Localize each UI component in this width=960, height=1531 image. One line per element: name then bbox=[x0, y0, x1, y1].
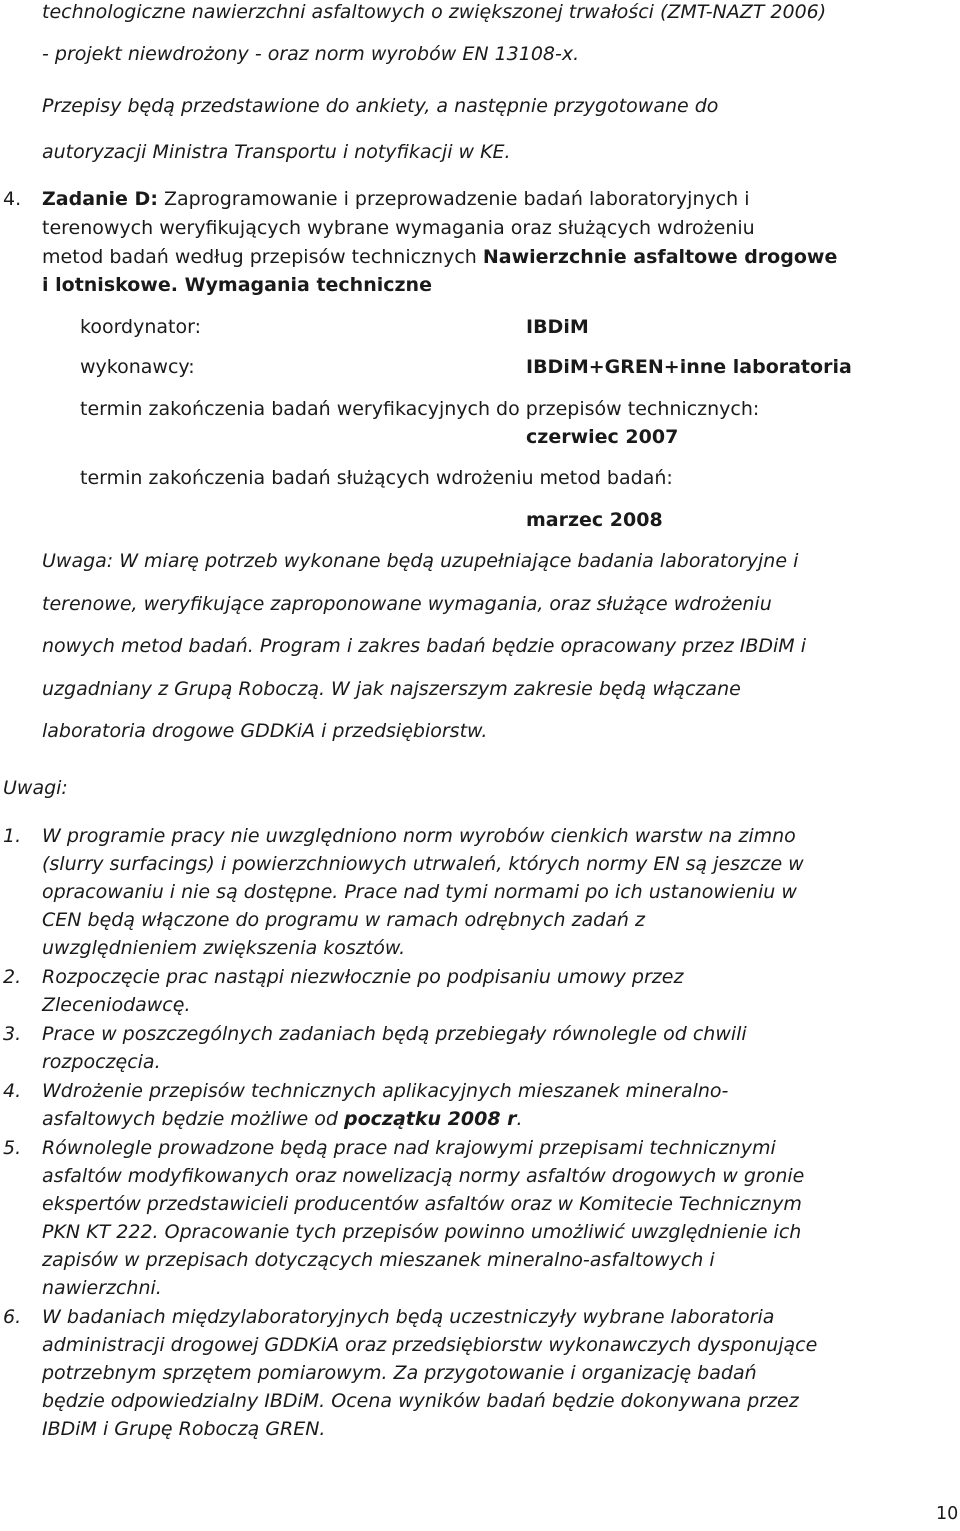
remark-3-number: 3. bbox=[3, 1023, 22, 1045]
remark-1-number: 1. bbox=[3, 825, 22, 847]
remark-1-line-1: W programie pracy nie uwzględniono norm wyrobów cienkich warstw na zimno bbox=[42, 825, 796, 847]
task-line-4 bbox=[42, 276, 432, 295]
remark-1-line-4: CEN będą włączone do programu w ramach odrębnych zadań z bbox=[42, 909, 645, 931]
deadline-1-label: termin zakończenia badań weryfikacyjnych do przepisów technicznych: bbox=[80, 398, 760, 420]
task-line-3-bold: Nawierzchnie asfaltowe drogowe bbox=[482, 246, 838, 268]
remark-2-line-1: Rozpoczęcie prac nastąpi niezwłocznie po podpisaniu umowy przez bbox=[42, 966, 684, 988]
remark-6-line-4: będzie odpowiedzialny IBDiM. Ocena wyników badań będzie dokonywana przez bbox=[42, 1390, 799, 1412]
remark-5-line-1: Równolegle prowadzone będą prace nad krajowymi przepisami technicznymi bbox=[42, 1137, 776, 1159]
coordinator-label: koordynator: bbox=[80, 316, 201, 338]
remark-2-number: 2. bbox=[3, 966, 22, 988]
task-number: 4. bbox=[3, 188, 22, 210]
task-line-3 bbox=[42, 248, 837, 267]
task-line-1 bbox=[42, 190, 750, 209]
contractors-value: IBDiM+GREN+inne laboratoria bbox=[526, 356, 852, 378]
remark-4-line-2 bbox=[42, 1110, 523, 1129]
task-line-4-bold-1: i lotniskowe. bbox=[42, 274, 178, 296]
remark-4-line-1: Wdrożenie przepisów technicznych aplikacyjnych mieszanek mineralno- bbox=[42, 1080, 729, 1102]
task-line-1-text: Zaprogramowanie i przeprowadzenie badań laboratoryjnych i bbox=[157, 188, 750, 210]
task-line-4-bold-2: Wymagania techniczne bbox=[177, 274, 432, 296]
intro-line-4: autoryzacji Ministra Transportu i notyfikacji w KE. bbox=[42, 141, 511, 163]
task-line-3-text: metod badań według przepisów technicznych bbox=[42, 246, 483, 268]
page-number: 10 bbox=[936, 1504, 959, 1524]
deadline-1-value: czerwiec 2007 bbox=[526, 426, 679, 448]
remark-5-number: 5. bbox=[3, 1137, 22, 1159]
remark-6-line-5: IBDiM i Grupę Roboczą GREN. bbox=[42, 1418, 326, 1440]
remark-5-line-2: asfaltów modyfikowanych oraz nowelizacją normy asfaltów drogowych w gronie bbox=[42, 1165, 805, 1187]
note-line-3: nowych metod badań. Program i zakres badań będzie opracowany przez IBDiM i bbox=[42, 635, 807, 657]
remark-6-line-2: administracji drogowej GDDKiA oraz przedsiębiorstw wykonawczych dysponujące bbox=[42, 1334, 818, 1356]
deadline-2-value: marzec 2008 bbox=[526, 509, 663, 531]
remark-5-line-3: ekspertów przedstawicieli producentów asfaltów oraz w Komitecie Technicznym bbox=[42, 1193, 802, 1215]
remark-6-line-1: W badaniach międzylaboratoryjnych będą uczestniczyły wybrane laboratoria bbox=[42, 1306, 775, 1328]
remark-6-line-3: potrzebnym sprzętem pomiarowym. Za przygotowanie i organizację badań bbox=[42, 1362, 757, 1384]
note-line-4: uzgadniany z Grupą Roboczą. W jak najszerszym zakresie będą włączane bbox=[42, 678, 741, 700]
remark-4-tail: . bbox=[516, 1108, 523, 1130]
deadline-2-label: termin zakończenia badań służących wdrożeniu metod badań: bbox=[80, 467, 673, 489]
contractors-label: wykonawcy: bbox=[80, 356, 195, 378]
task-label: Zadanie D: bbox=[42, 188, 158, 210]
remark-5-line-4: PKN KT 222. Opracowanie tych przepisów powinno umożliwić uwzględnienie ich bbox=[42, 1221, 802, 1243]
remark-5-line-6: nawierzchni. bbox=[42, 1277, 162, 1299]
note-line-1: Uwaga: W miarę potrzeb wykonane będą uzupełniające badania laboratoryjne i bbox=[42, 550, 799, 572]
task-line-2: terenowych weryfikujących wybrane wymagania oraz służących wdrożeniu bbox=[42, 217, 755, 239]
remark-5-line-5: zapisów w przepisach dotyczących mieszanek mineralno-asfaltowych i bbox=[42, 1249, 715, 1271]
remark-1-line-5: uwzględnieniem zwiększenia kosztów. bbox=[42, 937, 406, 959]
remark-4-bold: początku 2008 r bbox=[344, 1108, 517, 1130]
remark-1-line-2: (slurry surfacings) i powierzchniowych utrwaleń, których normy EN są jeszcze w bbox=[42, 853, 804, 875]
remark-4-number: 4. bbox=[3, 1080, 22, 1102]
remark-3-line-1: Prace w poszczególnych zadaniach będą przebiegały równolegle od chwili bbox=[42, 1023, 747, 1045]
remark-2-line-2: Zleceniodawcę. bbox=[42, 994, 191, 1016]
remark-4-line-2-text: asfaltowych będzie możliwe od bbox=[42, 1108, 344, 1130]
intro-line-3: Przepisy będą przedstawione do ankiety, a następnie przygotowane do bbox=[42, 95, 719, 117]
note-line-2: terenowe, weryfikujące zaproponowane wymagania, oraz służące wdrożeniu bbox=[42, 593, 772, 615]
remark-6-number: 6. bbox=[3, 1306, 22, 1328]
remarks-heading: Uwagi: bbox=[3, 777, 68, 799]
intro-line-1: technologiczne nawierzchni asfaltowych o zwiększonej trwałości (ZMT-NAZT 2006) bbox=[42, 1, 827, 23]
remark-1-line-3: opracowaniu i nie są dostępne. Prace nad tymi normami po ich ustanowieniu w bbox=[42, 881, 797, 903]
intro-line-2: - projekt niewdrożony - oraz norm wyrobów EN 13108-x. bbox=[42, 43, 580, 65]
remark-3-line-2: rozpoczęcia. bbox=[42, 1051, 161, 1073]
coordinator-value: IBDiM bbox=[526, 316, 589, 338]
note-line-5: laboratoria drogowe GDDKiA i przedsiębiorstw. bbox=[42, 720, 488, 742]
